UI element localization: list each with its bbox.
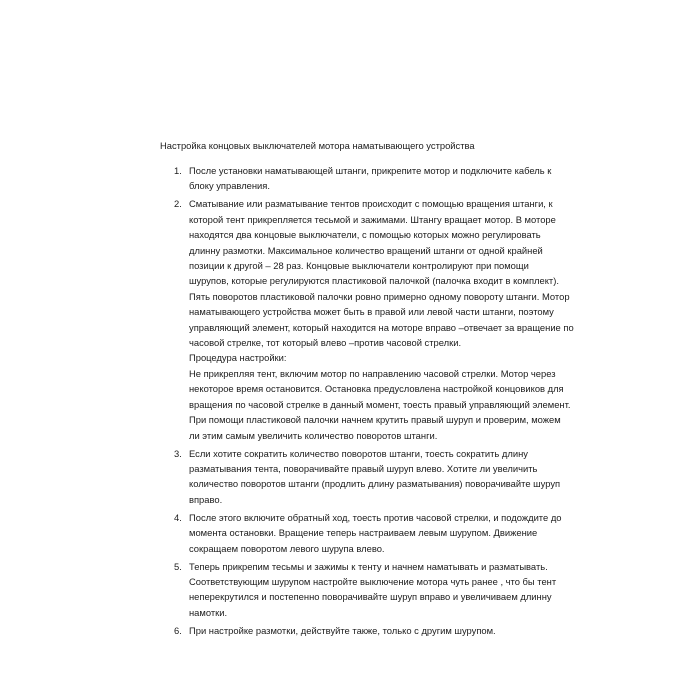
text-line: При настройке размотки, действуйте также, только с другим шурупом. (189, 624, 496, 636)
document-title: Настройка концовых выключателей мотора наматывающего устройства (160, 140, 475, 151)
step-text (189, 196, 574, 443)
text-line: момента остановки. Вращение теперь настраиваем левым шурупом. Движение (189, 527, 538, 539)
step-text (189, 623, 559, 638)
instruction-list (0, 163, 700, 641)
text-line: блоку управления. (189, 180, 270, 192)
text-line: позиции к другой – 28 раз. Концовые выключатели контролируют при помощи (189, 260, 529, 272)
step-number: 2. (174, 198, 182, 210)
text-line: При помощи пластиковой палочки начнем крутить правый шуруп и проверим, можем (189, 414, 561, 426)
text-line: После этого включите обратный ход, тоесть против часовой стрелки, и подождите до (189, 511, 562, 523)
text-line: управляющий элемент, который находится на моторе вправо –отвечает за вращение по (189, 321, 574, 333)
step-text (189, 446, 559, 508)
text-line: После установки наматывающей штанги, прикрепите мотор и подключите кабель к (189, 165, 552, 176)
step-number: 4. (174, 511, 182, 523)
text-line: Не прикрепляя тент, включим мотор по направлению часовой стрелки. Мотор через (189, 367, 556, 379)
text-line: неперекрутился и постепенно поворачивайте шуруп вправо и увеличиваем длинну (189, 591, 552, 603)
text-line: длинну размотки. Максимальное количество вращений штанги от одной крайней (189, 244, 543, 256)
list-item (0, 510, 700, 556)
step-text (189, 163, 559, 194)
text-line: некоторое время остановится. Остановка предусловлена настройкой концовиков для (189, 383, 564, 395)
text-line: наматывающего устройства может быть в правой или левой части штанги, поэтому (189, 306, 554, 318)
text-line: Сматывание или разматывание тентов происходит с помощью вращения штанги, к (189, 198, 553, 210)
text-line: Соответствующим шурупом настройте выключение мотора чуть ранее , что бы тент (189, 575, 557, 587)
list-item (0, 446, 700, 508)
step-text (189, 559, 559, 621)
step-number: 6. (174, 624, 182, 636)
text-line: разматывания тента, поворачивайте правый шуруп влево. Хотите ли увеличить (189, 462, 538, 474)
text-line: находятся два концовые выключатели, с помощью которых можно регулировать (189, 229, 541, 241)
text-line: намотки. (189, 606, 228, 618)
text-line: вправо. (189, 493, 223, 505)
step-number: 5. (174, 560, 182, 572)
text-line: часовой стрелке, тот который влево –против часовой стрелки. (189, 337, 462, 349)
text-line: Теперь прикрепим тесьмы и зажимы к тенту и начнем наматывать и разматывать. (189, 560, 548, 572)
text-line: Если хотите сократить количество поворотов штанги, тоесть сократить длину (189, 447, 528, 459)
step-number: 1. (174, 165, 182, 176)
list-item (0, 196, 700, 443)
text-line: Пять поворотов пластиковой палочки ровно примерно одному повороту штанги. Мотор (189, 290, 570, 302)
text-line: сокращаем поворотом левого шурупа влево. (189, 542, 385, 554)
text-line: вращения по часовой стрелке в данный момент, тоесть правый управляющий элемент. (189, 398, 571, 410)
list-item (0, 623, 700, 638)
step-number: 3. (174, 447, 182, 459)
text-line: ли этим самым увеличить количество поворотов штанги. (189, 429, 438, 441)
list-item (0, 559, 700, 621)
text-line: количество поворотов штанги (продлить длину разматывания) поворачивайте шуруп (189, 478, 561, 490)
text-line: которой тент прикрепляется тесьмой и зажимами. Штангу вращает мотор. В моторе (189, 213, 556, 225)
text-line: Процедура настройки: (189, 352, 287, 364)
list-item (0, 163, 700, 194)
step-text (189, 510, 562, 556)
text-line: шурупов, которые регулируются пластиковой палочкой (палочка входит в комплект). (189, 275, 559, 287)
